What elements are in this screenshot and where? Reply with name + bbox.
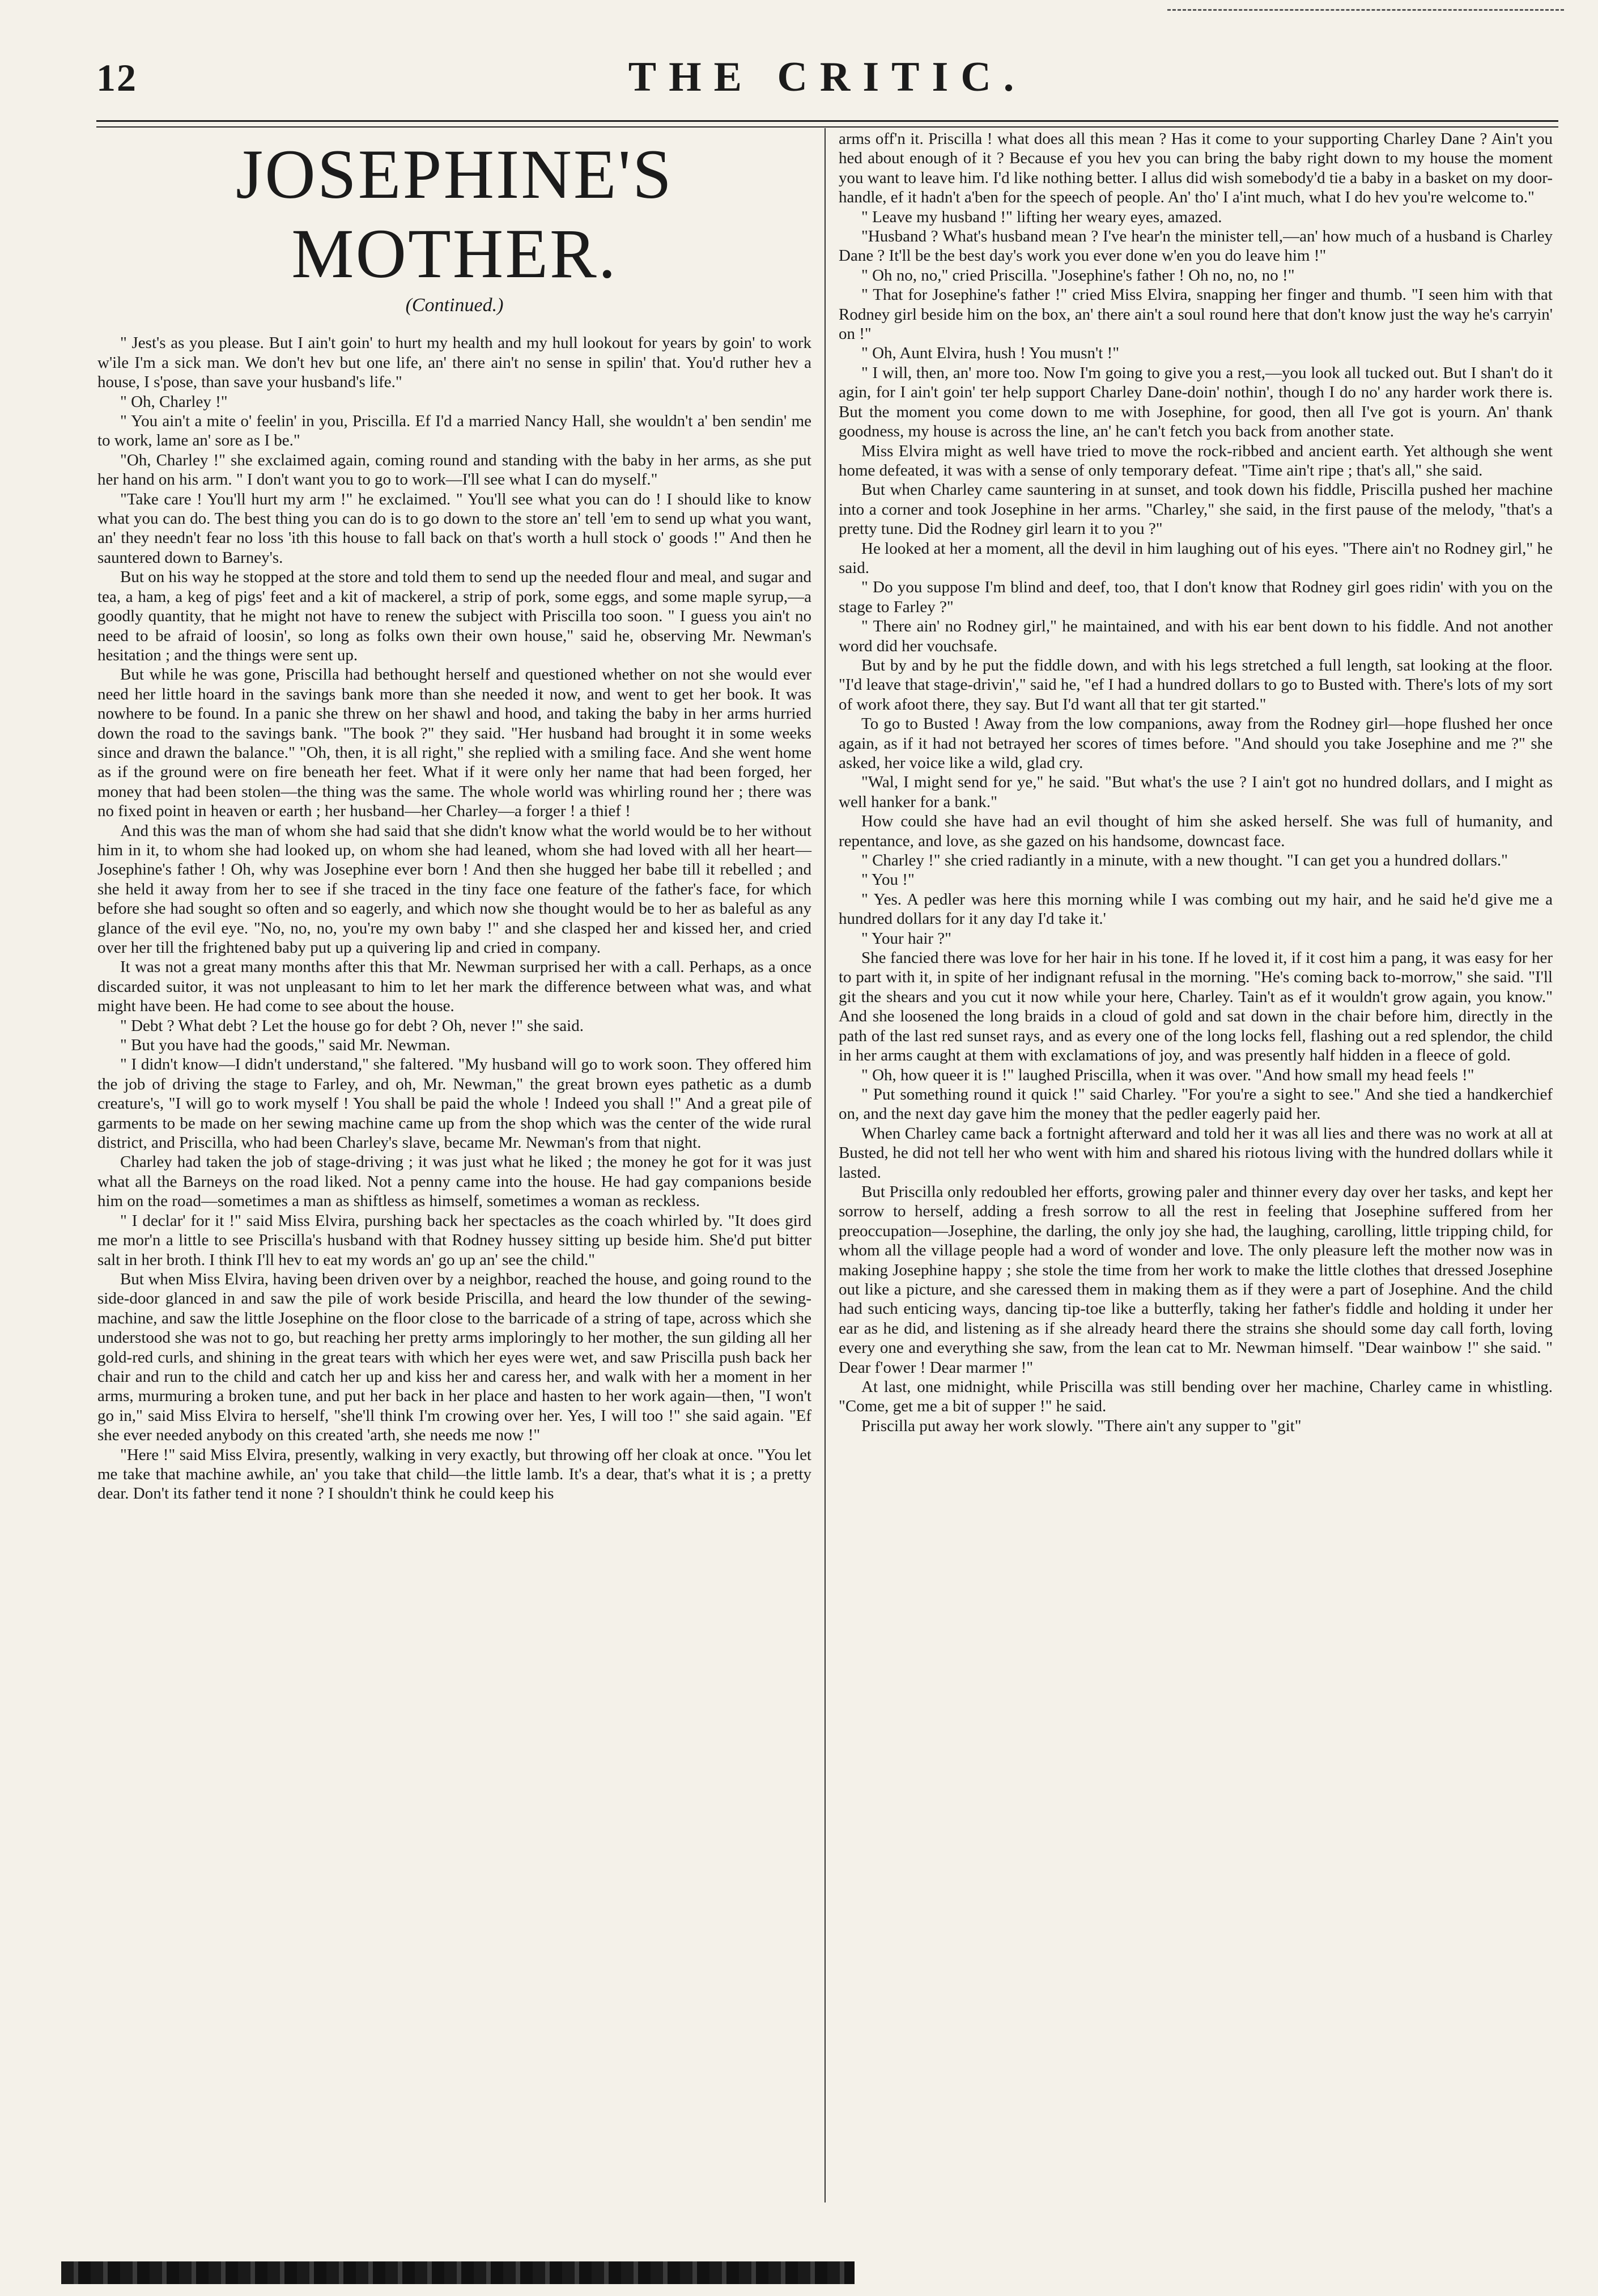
top-corner-rule [1167, 9, 1564, 12]
paragraph: " Do you suppose I'm blind and deef, too, that I don't know that Rodney girl goes ridin' with you on the stage to Farley ?" [839, 578, 1553, 616]
paragraph: " You ain't a mite o' feelin' in you, Priscilla. Ef I'd a married Nancy Hall, she wouldn't a' ben sendin' me to work, lame an' sore as I be." [97, 412, 811, 450]
paragraph: It was not a great many months after this that Mr. Newman surprised her with a call. Perhaps, as a once discarded suitor, it was not unpleasant to him to let her mark the difference between what was, and what might have been. He had come to see about the house. [97, 958, 811, 1016]
paragraph: " Oh, Aunt Elvira, hush ! You musn't !" [861, 344, 1120, 363]
paragraph: arms off'n it. Priscilla ! what does all this mean ? Has it come to your supporting Charley Dane ? Ain't you hed about enough of it ? Because ef you hev you can bring the baby right down to my house the moment you want to leave him. I'd like nothing better. I allus did wish somebody'd tie a baby in a basket on my door-handle, ef it hadn't a'ben for the speech of people. An' tho' I a'int much, what I do hev you're welcome to." [839, 130, 1553, 207]
paragraph: " Put something round it quick !" said Charley. "For you're a sight to see." And she tied a handkerchief on, and the next day gave him the money that the pedler eagerly paid her. [839, 1085, 1553, 1123]
paragraph: " There ain' no Rodney girl," he maintained, and with his ear bent down to his fiddle. And not another word did her vouchsafe. [839, 617, 1553, 655]
left-column [97, 131, 811, 1504]
paragraph: " Oh no, no," cried Priscilla. "Josephine's father ! Oh no, no, no !" [861, 266, 1295, 285]
paragraph: " Your hair ?" [861, 929, 952, 948]
running-title: THE CRITIC. [628, 54, 1027, 100]
paragraph: "Husband ? What's husband mean ? I've hear'n the minister tell,—an' how much of a husband is Charley Dane ? It'll be the best day's work you ever done w'en you do leave him !" [839, 227, 1553, 265]
paragraph: But when Miss Elvira, having been driven over by a neighbor, reached the house, and going round to the side-door glanced in and saw the pile of work beside Priscilla, and heard the low thunder of the sewing-machine, and saw the little Josephine on the floor close to the barricade of a string of tape, across which she understood she was not to go, but reaching her pretty arms imploringly to her mother, the sun gilding all her gold-red curls, and shining in the great tears with which her eyes were wet, and saw Priscilla push back her chair and run to the child and catch her up and kiss her and caress her, and walk with her a moment in her arms, murmuring a broken tune, and put her back in her place and hasten to her work again—then, "I won't go in," said Miss Elvira to herself, "she'll think I'm crowing over her. Yes, I will too !" she said again. "Ef she ever needed anybody on this created 'arth, she needs me now !" [97, 1270, 811, 1445]
paragraph: "Here !" said Miss Elvira, presently, walking in very exactly, but throwing off her cloak at once. "You let me take that machine awhile, an' you take that child—the little lamb. It's a dear, that's what it is ; a pretty dear. Don't its father tend it none ? I shouldn't think he could keep his [97, 1445, 811, 1503]
paragraph: When Charley came back a fortnight afterward and told her it was all lies and there was no work at all at Busted, he did not tell her who went with him and shared his riotous living with the hundred dollars while it lasted. [839, 1124, 1553, 1182]
paragraph: And this was the man of whom she had said that she didn't know what the world would be to her without him in it, to whom she had looked up, on whom she had leaned, whom she had loved with all her heart—Josephine's father ! Oh, why was Josephine ever born ! And then she hugged her babe till it rebelled ; and she held it away from her to see if she traced in the tiny face one feature of the father's face, for which before she had sought so often and so eagerly, and which now she thought would be to her as baleful as any glance of the evil eye. "No, no, no, you're my own baby !" and she clasped her and kissed her, and cried over her till the frightened baby put up a quivering lip and cried in company. [97, 821, 811, 957]
story-title: JOSEPHINE'S MOTHER. [236, 135, 673, 292]
paragraph: " Charley !" she cried radiantly in a minute, with a new thought. "I can get you a hundred dollars." [861, 851, 1508, 870]
page-header [96, 50, 1558, 112]
paragraph: " Jest's as you please. But I ain't goin' to hurt my health and my hull lookout for years by goin' to work w'ile I'm a sick man. We don't hev but one life, an' there ain't no sense in spilin' that. You'd ruther hev a house, I s'pose, than save your husband's life." [97, 334, 811, 392]
paragraph: But by and by he put the fiddle down, and with his legs stretched a full length, sat looking at the floor. "I'd leave that stage-drivin'," said he, "ef I had a hundred dollars to go to Busted with. There's lots of my sort of work afoot there, they say. But I'd want all that ter git started." [839, 656, 1553, 714]
right-column [839, 129, 1553, 1436]
paragraph: "Oh, Charley !" she exclaimed again, coming round and standing with the baby in her arms, as she put her hand on his arm. " I don't want you to go to work—I'll see what I can do myself." [97, 451, 811, 489]
paragraph: "Wal, I might send for ye," he said. "But what's the use ? I ain't got no hundred dollars, and I might as well hanker for a bank." [839, 773, 1553, 811]
paragraph: To go to Busted ! Away from the low companions, away from the Rodney girl—hope flushed her once again, as if it had not betrayed her scores of times before. "And should you take Josephine and me ?" she asked, her voice like a wild, glad cry. [839, 715, 1553, 772]
paragraph: Miss Elvira might as well have tried to move the rock-ribbed and ancient earth. Yet although she went home defeated, it was with a sense of only temporary defeat. "Time ain't ripe ; that's all," she said. [839, 442, 1553, 479]
paragraph: She fancied there was love for her hair in his tone. If he loved it, if it cost him a pang, it was easy for her to part with it, in spite of her indignant refusal in the morning. "He's coming back to-morrow," she said. "I'll git the shears and you cut it now while your here, Charley. Tain't as ef it wouldn't grow again, you know." And she loosened the long braids in a cloud of gold and sat down in the chair before him, directly in the path of the last red sunset rays, and as every one of the long locks fell, flashing out a red splendor, the child in her arms caught at them with exclamations of joy, and was presently half hidden in a fleece of gold. [839, 949, 1553, 1065]
page-number: 12 [96, 56, 137, 99]
paragraph: Priscilla put away her work slowly. "There ain't any supper to "git" [861, 1416, 1302, 1435]
paragraph: But on his way he stopped at the store and told them to send up the needed flour and meal, and sugar and tea, a ham, a keg of pigs' feet and a kit of mackerel, a strip of pork, some eggs, and some maple syrup,—a goodly quantity, that he might not have to renew the subject with Priscilla too soon. " I guess you ain't no need to be afraid of loosin', so long as folks own their own house," said he, observing Mr. Newman's hesitation ; and the things were sent up. [97, 568, 811, 664]
paragraph: " You !" [861, 871, 915, 889]
paragraph: "Take care ! You'll hurt my arm !" he exclaimed. " You'll see what you can do ! I should like to know what you can do. The best thing you can do is to go down to the store an' tell 'em to send up what you want, an' they needn't fear no loss 'ith this house to fall back on that's worth a hull stock o' goods !" And then he sauntered down to Barney's. [97, 490, 811, 567]
paragraph: He looked at her a moment, all the devil in him laughing out of his eyes. "There ain't no Rodney girl," he said. [839, 539, 1553, 577]
paragraph: " Oh, Charley !" [120, 392, 228, 411]
paragraph: But Priscilla only redoubled her efforts, growing paler and thinner every day over her tasks, and kept her sorrow to herself, adding a fresh sorrow to all the rest in feeling that Josephine suffered from her preoccupation—Josephine, the darling, the only joy she had, the laughing, carolling, little tripping child, for whom all the village people had a word of wonder and love. The only pleasure left the mother now was in making Josephine happy ; she stole the time from her work to make the little clothes that dressed Josephine out like a picture, and she caressed them in making them as if they were a part of Josephine. And the child had such enticing ways, dancing tip-toe like a butterfly, taking her father's fiddle and holding it under her ear as he did, and listening as if she already heard there the strains she should some day call forth, loving every one and everything she saw, from the lean cat to Mr. Newman himself. "Dear wainbow !" she said. " Dear f'ower ! Dear marmer !" [839, 1182, 1553, 1377]
header-rule [96, 120, 1558, 128]
paragraph: At last, one midnight, while Priscilla was still bending over her machine, Charley came in whistling. "Come, get me a bit of supper !" he said. [839, 1378, 1553, 1416]
paragraph: " Debt ? What debt ? Let the house go for debt ? Oh, never !" she said. [120, 1016, 584, 1035]
paragraph: " But you have had the goods," said Mr. Newman. [120, 1036, 450, 1055]
paragraph: How could she have had an evil thought of him she asked herself. She was full of humanity, and repentance, and love, as she gazed on his handsome, downcast face. [839, 812, 1553, 850]
column-divider [824, 128, 826, 2202]
paragraph: " Yes. A pedler was here this morning while I was combing out my hair, and he said he'd give me a hundred dollars for it any day I'd take it.' [839, 890, 1553, 928]
paragraph: But while he was gone, Priscilla had bethought herself and questioned whether on not she would ever need her little hoard in the savings bank more than she needed it now, and went to get her book. It was nowhere to be found. In a panic she threw on her shawl and hood, and taking the baby in her arms hurried down the road to the savings bank. "The book ?" they said. "Her husband had brought it in some weeks since and drawn the balance." "Oh, then, it is all right," she replied with a smiling face. And she went home as if the ground were on fire beneath her feet. What if it were only her name that had been forged, her money that had been stolen—the thing was the same. The whole world was whirling round her ; there was no fixed point in heaven or earth ; her husband—her Charley—a forger ! a thief ! [97, 665, 811, 821]
scan-edge-bar [61, 2261, 855, 2284]
paragraph: " I didn't know—I didn't understand," she faltered. "My husband will go to work soon. They offered him the job of driving the stage to Farley, and oh, Mr. Newman," the great brown eyes pathetic as a dumb creature's, "I will go to work myself ! You shall be paid the whole ! Indeed you shall !" And a great pile of garments to be made on her sewing machine came up from the shop which was the center of the wide rural district, and Priscilla, who had been Charley's slave, became Mr. Newman's from that night. [97, 1055, 811, 1152]
paragraph: " That for Josephine's father !" cried Miss Elvira, snapping her finger and thumb. "I seen him with that Rodney girl beside him on the box, an' there ain't a soul round here that don't know just the way he's carryin' on !" [839, 286, 1553, 343]
paragraph: But when Charley came sauntering in at sunset, and took down his fiddle, Priscilla pushed her machine into a corner and took Josephine in her arms. "Charley," she said, in the first pause of the melody, "that's a pretty tune. Did the Rodney girl learn it to you ?" [839, 481, 1553, 538]
paragraph: " Leave my husband !" lifting her weary eyes, amazed. [861, 207, 1222, 226]
continued-note: (Continued.) [405, 295, 504, 316]
paragraph: " Oh, how queer it is !" laughed Priscilla, when it was over. "And how small my head feels !" [861, 1066, 1474, 1084]
paragraph: " I declar' for it !" said Miss Elvira, purshing back her spectacles as the coach whirled by. "It does gird me mor'n a little to see Priscilla's husband with that Rodney hussey sitting up beside him. She'd put bitter salt in her broth. I think I'll hev to eat my words an' go up an' see the child." [97, 1211, 811, 1269]
paragraph: " I will, then, an' more too. Now I'm going to give you a rest,—you look all tucked out. But I shan't do it agin, for I ain't goin' ter help support Charley Dane-doin' nothin', though I do no' any harder work there is. But the moment you come down to me with Josephine, for good, then all I've got is yourn. An' thank goodness, my house is across the line, an' he can't fetch you back from another state. [839, 363, 1553, 441]
paragraph: Charley had taken the job of stage-driving ; it was just what he liked ; the money he got for it was just what all the Barneys on the road liked. Not a penny came into the house. He had gay companions beside him on the road—sometimes a man as shiftless as himself, sometimes a woman as reckless. [97, 1153, 811, 1211]
